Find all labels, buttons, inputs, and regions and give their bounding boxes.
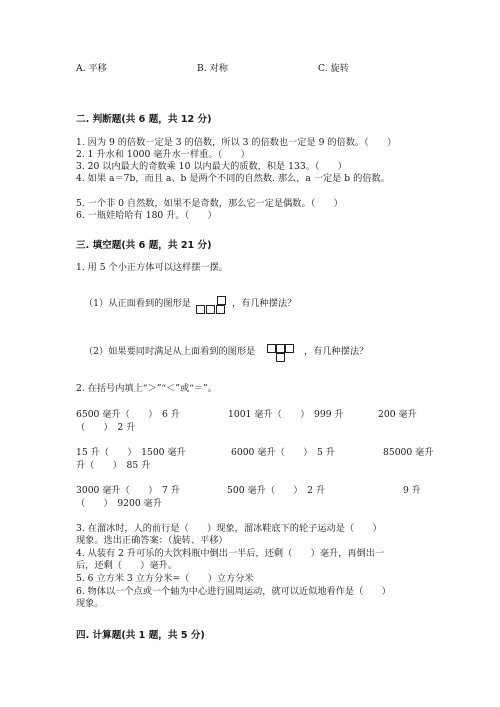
- top-view-figure: [267, 344, 301, 368]
- fill-q1: 1. 用 5 个小正方体可以这样摆一摆。: [76, 262, 228, 273]
- section-2-title: 二. 判断题(共 6 题，共 12 分): [76, 114, 212, 125]
- compare-row2-cont: 升（ ） 85 升: [76, 460, 151, 471]
- compare-row3-col2: 500 毫升（ ） 2 升: [227, 485, 326, 496]
- fill-q1a-suffix: ，有几种摆法？: [232, 298, 297, 309]
- option-c: C. 旋转: [318, 63, 349, 74]
- compare-row2-col3: 85000 毫升: [383, 447, 434, 458]
- judge-item-2: 2. 1 升水和 1000 毫升水一样重。（ ）: [76, 149, 250, 160]
- compare-row1-col1: 6500 毫升（ ） 6 升: [76, 409, 180, 420]
- fill-q6-line2: 现象。: [76, 598, 104, 609]
- compare-row1-col2: 1001 毫升（ ） 999 升: [228, 409, 344, 420]
- section-4-title: 四. 计算题(共 1 题，共 5 分): [76, 630, 205, 641]
- fill-q3-line2: 现象。选出正确答案：（旋转、平移）: [76, 535, 228, 546]
- compare-row1-cont: （ ） 2 升: [76, 422, 136, 433]
- judge-item-4: 4. 如果 a＝7b，而且 a、b 是两个不同的自然数. 那么，a 一定是 b 的倍数。: [76, 173, 390, 184]
- judge-item-5: 5. 一个非 0 自然数，如果不是奇数，那么它一定是偶数。（ ）: [76, 198, 343, 209]
- compare-row2-col2: 6000 毫升（ ） 5 升: [231, 447, 335, 458]
- fill-q5: 5. 6 立方米 3 立方分米=（ ）立方分米: [76, 573, 254, 584]
- front-view-figure: [196, 296, 230, 320]
- compare-row3-col1: 3000 毫升（ ） 7 升: [76, 485, 180, 496]
- fill-q4-line1: 4. 从装有 2 升可乐的大饮料瓶中倒出一半后，还剩（ ）毫升，再倒出一: [76, 548, 385, 559]
- judge-item-1: 1. 因为 9 的倍数一定是 3 的倍数，所以 3 的倍数也一定是 9 的倍数。（ ）: [76, 137, 397, 148]
- fill-q2: 2. 在括号内填上“＞”“＜”或“＝”。: [76, 383, 217, 394]
- option-a: A. 平移: [76, 63, 107, 74]
- judge-item-6: 6. 一瓶娃哈哈有 180 升。（ ）: [76, 210, 217, 221]
- compare-row2-col1: 15 升（ ） 1500 毫升: [76, 447, 186, 458]
- fill-q4-line2: 后，还剩（ ）毫升。: [76, 560, 178, 571]
- fill-q1a-prefix: （1）从正面看到的图形是: [84, 298, 191, 309]
- fill-q6-line1: 6. 物体以一个点或一个轴为中心进行圆周运动，就可以近似地看作是（ ）: [76, 586, 391, 597]
- fill-q1b-suffix: ，有几种摆法？: [304, 346, 369, 357]
- fill-q3-line1: 3. 在溜冰时，人的前行是（ ）现象，溜冰鞋底下的轮子运动是（ ）: [76, 523, 382, 534]
- compare-row3-cont: （ ） 9200 毫升: [76, 498, 163, 509]
- section-3-title: 三. 填空题(共 6 题，共 21 分): [76, 240, 212, 251]
- option-b: B. 对称: [197, 63, 228, 74]
- compare-row3-col3: 9 升: [403, 485, 421, 496]
- compare-row1-col3: 200 毫升: [378, 409, 417, 420]
- judge-item-3: 3. 20 以内最大的奇数乘 10 以内最大的质数，积是 133。（ ）: [76, 161, 347, 172]
- fill-q1b-prefix: （2）如果要同时满足从上面看到的图形是: [84, 346, 256, 357]
